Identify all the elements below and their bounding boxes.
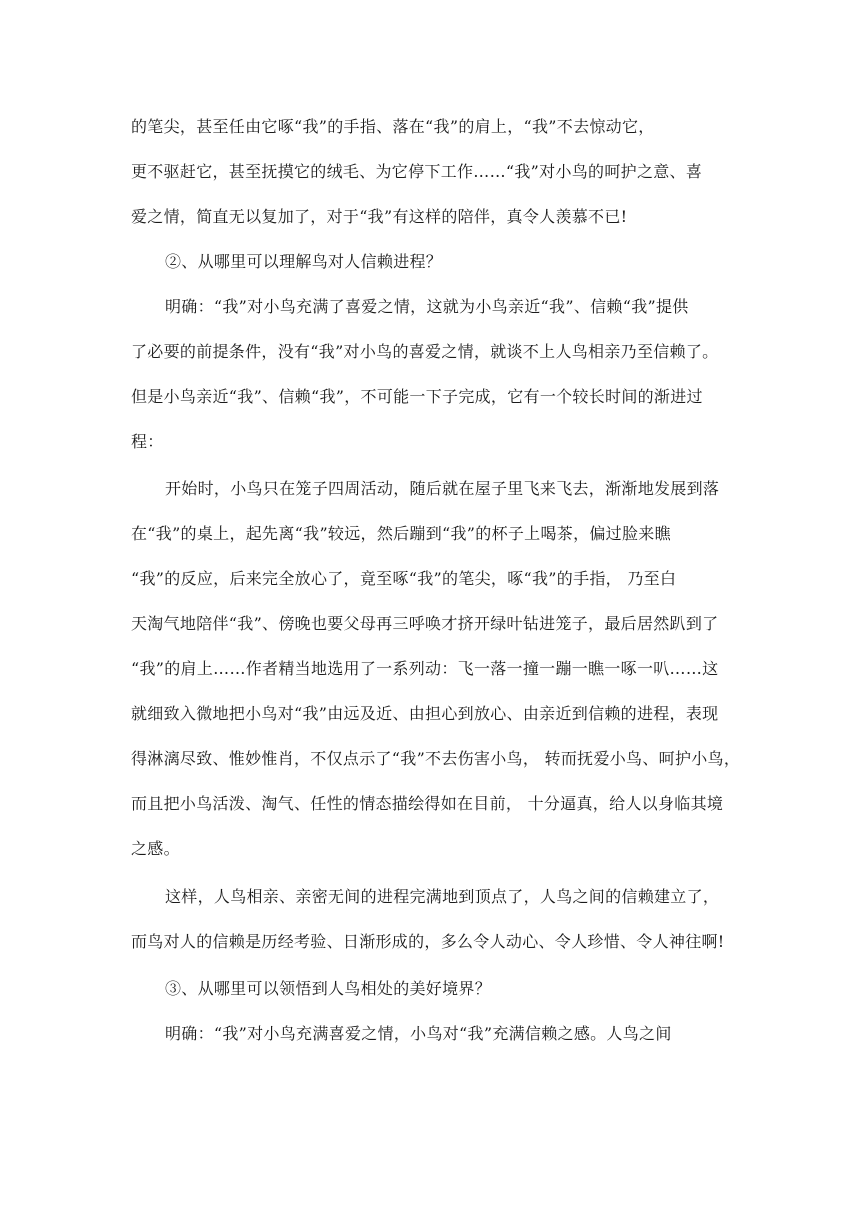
text-line: 但是小鸟亲近“我”、信赖“我”，不可能一下子完成，它有一个较长时间的渐进过 [131,387,703,406]
text-line: 这样，人鸟相亲、亲密无间的进程完满地到顶点了，人鸟之间的信赖建立了， [165,887,720,906]
text-line: 了必要的前提条件，没有“我”对小鸟的喜爱之情，就谈不上人鸟相亲乃至信赖了。 [131,342,719,361]
text-line: 明确：“我”对小鸟充满喜爱之情，小鸟对“我”充满信赖之感。人鸟之间 [165,1024,672,1043]
text-line: 程： [131,432,164,451]
text-line: 天淘气地陪伴“我”、傍晚也要父母再三呼唤才挤开绿叶钻进笼子，最后居然趴到了 [131,614,719,633]
question-heading: ③、从哪里可以领悟到人鸟相处的美好境界？ [165,979,492,998]
text-line: 明确：“我”对小鸟充满了喜爱之情，这就为小鸟亲近“我”、信赖“我”提供 [165,297,689,316]
text-line: 而鸟对人的信赖是历经考验、日渐形成的，多么令人动心、令人珍惜、令人神往啊! [131,932,725,951]
text-line: 的笔尖，甚至任由它啄“我”的手指、落在“我”的肩上，“我”不去惊动它， [131,117,655,136]
text-line: 更不驱赶它，甚至抚摸它的绒毛、为它停下工作……“我”对小鸟的呵护之意、喜 [131,162,703,181]
text-line: 在“我”的桌上，起先离“我”较远，然后蹦到“我”的杯子上喝茶，偏过脸来瞧 [131,524,671,543]
text-line: “我”的肩上……作者精当地选用了一系列动：飞一落一撞一蹦一瞧一啄一叭……这 [131,659,719,678]
text-line: 开始时，小鸟只在笼子四周活动，随后就在屋子里飞来飞去，渐渐地发展到落 [165,479,720,498]
text-line: “我”的反应，后来完全放心了，竟至啄“我”的笔尖，啄“我”的手指， 乃至白 [131,569,677,588]
text-line: 之感。 [131,839,180,858]
text-line: 得淋漓尽致、惟妙惟肖，不仅点示了“我”不去伤害小鸟， 转而抚爱小鸟、呵护小鸟， [131,749,741,768]
text-line: 而且把小鸟活泼、淘气、任性的情态描绘得如在目前， 十分逼真，给人以身临其境 [131,794,724,813]
text-line: 就细致入微地把小鸟对“我”由远及近、由担心到放心、由亲近到信赖的进程，表现 [131,704,719,723]
text-line: 爱之情，简直无以复加了，对于“我”有这样的陪伴，真令人羡慕不已! [131,207,628,226]
question-heading: ②、从哪里可以理解鸟对人信赖进程？ [165,252,443,271]
